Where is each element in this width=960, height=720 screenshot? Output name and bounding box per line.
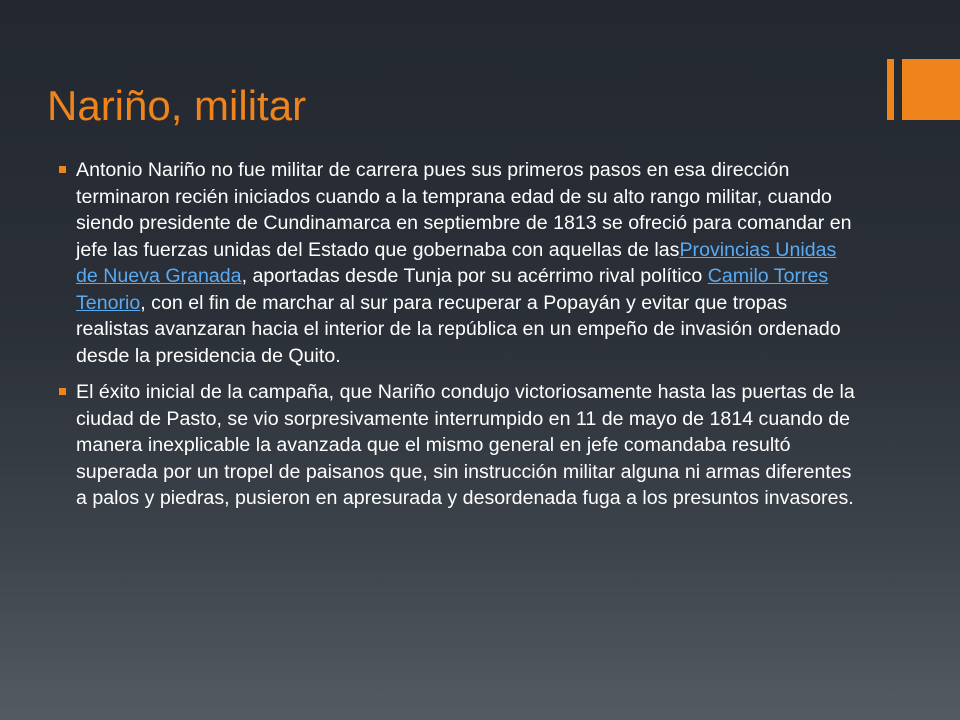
- corner-accent-bar: [887, 59, 894, 120]
- corner-accent-block: [902, 59, 960, 120]
- bullet-1-text-middle: , aportadas desde Tunja por su acérrimo rival político: [241, 265, 708, 287]
- link-camilo-torres-tenorio[interactable]: Camilo Torres Tenorio: [76, 265, 829, 314]
- bullet-item-2: [56, 379, 856, 512]
- bullet-paragraph-1: [76, 159, 852, 367]
- square-bullet-icon: [59, 166, 66, 173]
- slide-title: Nariño, militar: [47, 82, 307, 129]
- square-bullet-icon: [59, 388, 66, 395]
- bullet-paragraph-2: El éxito inicial de la campaña, que Nariño condujo victoriosamente hasta las puertas de la ciudad de Pasto, se vio sorpresivamente interrumpido en 11 de mayo de 1814 cuando de manera inexplicable la avanzada que el mismo general en jefe comandaba resultó superada por un tropel de paisanos que, sin instrucción militar alguna ni armas diferentes a palos y piedras, pusieron en apresurada y desordenada fuga a los presuntos invasores.: [76, 381, 855, 509]
- bullet-item-1: [56, 157, 856, 369]
- link-provincias-unidas[interactable]: Provincias Unidas de Nueva Granada: [76, 238, 837, 287]
- bullet-1-text-end: , con el fin de marchar al sur para recuperar a Popayán y evitar que tropas realistas avanzaran hacia el interior de la república en un empeño de invasión ordenado desde la presidencia de Quito.: [76, 291, 841, 367]
- bullet-1-text-start: Antonio Nariño no fue militar de carrera pues sus primeros pasos en esa dirección terminaron recién iniciados cuando a la temprana edad de su alto rango militar, cuando siendo presidente de Cundinamarca en septiembre de 1813 se ofreció para comandar en jefe las fuerzas unidas del Estado que gobernaba con aquellas de las: [76, 159, 852, 261]
- bullet-list: [56, 157, 856, 522]
